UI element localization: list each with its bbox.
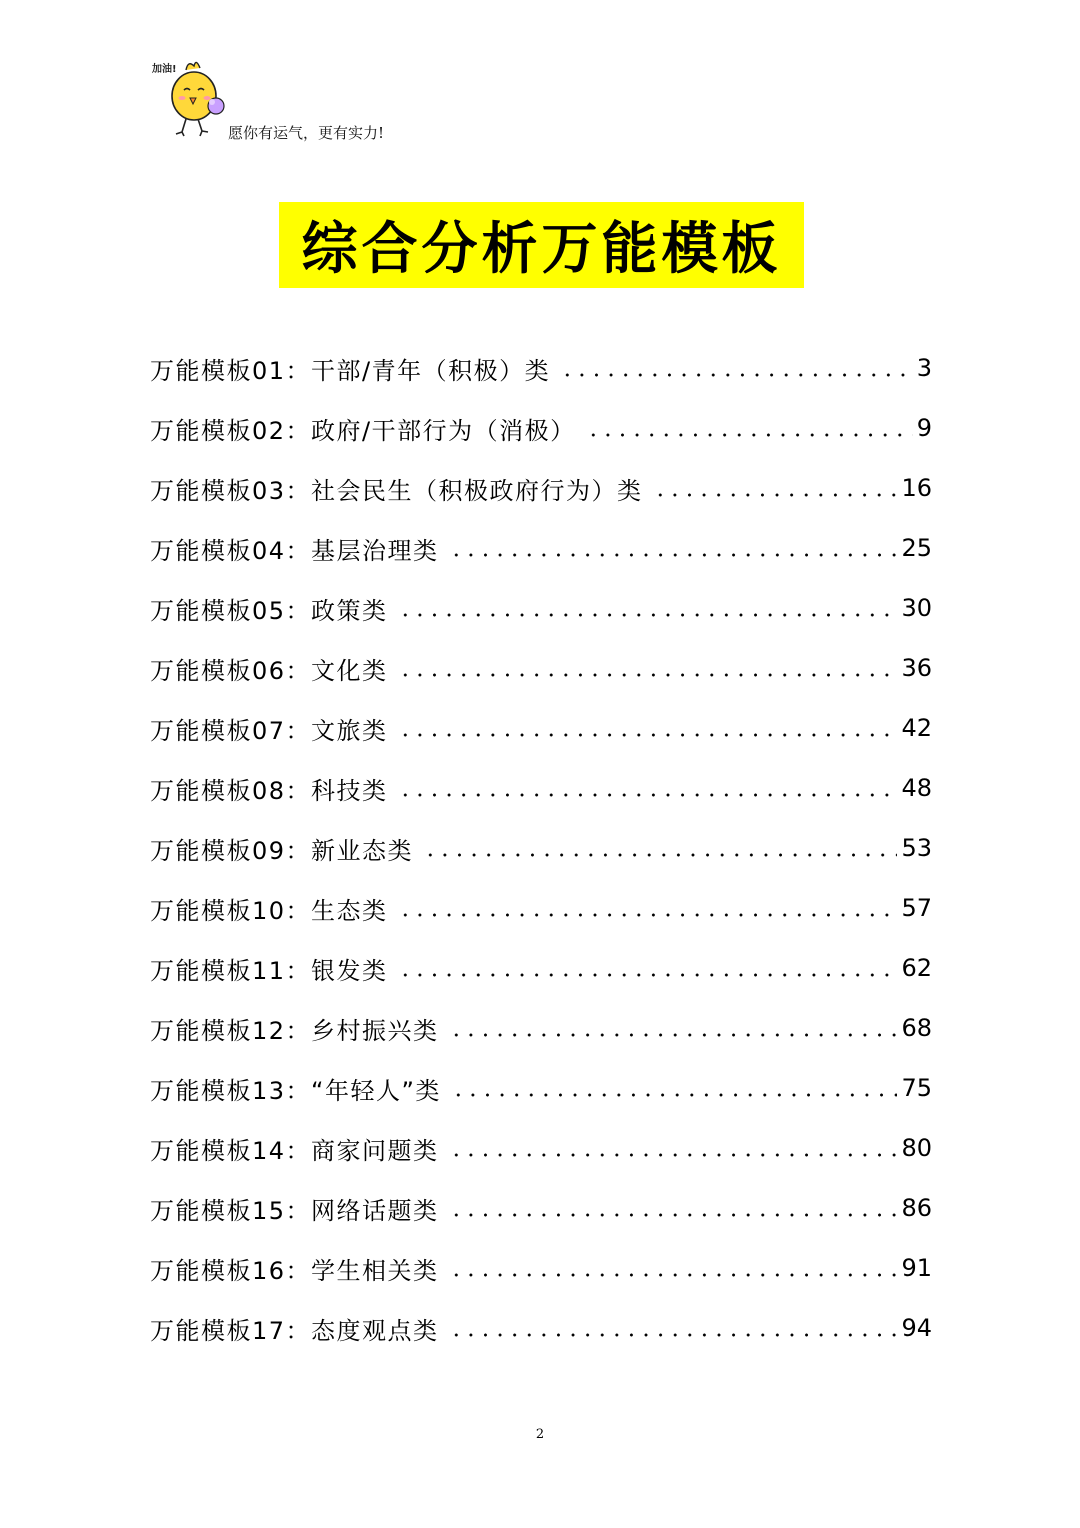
toc-entry-13[interactable] — [150, 1058, 932, 1118]
toc-entry-page: 36 — [901, 654, 932, 682]
toc-entry-08[interactable] — [150, 758, 932, 818]
toc-dot-leader — [586, 433, 913, 437]
toc-dot-leader — [398, 793, 898, 797]
toc-entry-page: 94 — [901, 1314, 932, 1342]
toc-entry-page: 48 — [901, 774, 932, 802]
page-header — [150, 56, 450, 156]
toc-entry-page: 91 — [901, 1254, 932, 1282]
toc-entry-page: 80 — [901, 1134, 932, 1162]
toc-entry-15[interactable] — [150, 1178, 932, 1238]
toc-entry-page: 16 — [901, 474, 932, 502]
header-motto: 愿你有运气，更有实力! — [228, 124, 385, 142]
toc-entry-label: 万能模板02： — [150, 416, 312, 445]
toc-entry-09[interactable] — [150, 818, 932, 878]
toc-dot-leader — [398, 973, 898, 977]
toc-dot-leader — [423, 853, 897, 857]
toc-entry-page: 86 — [901, 1194, 932, 1222]
toc-entry-03[interactable] — [150, 458, 932, 518]
toc-dot-leader — [398, 913, 898, 917]
toc-entry-title: 网络话题类 — [311, 1196, 439, 1225]
toc-entry-title: 态度观点类 — [311, 1316, 439, 1345]
table-of-contents — [150, 338, 932, 1358]
toc-entry-label: 万能模板05： — [150, 596, 312, 625]
document-title: 综合分析万能模板 — [301, 216, 782, 282]
toc-entry-label: 万能模板10： — [150, 896, 312, 925]
toc-entry-11[interactable] — [150, 938, 932, 998]
toc-entry-title: “年轻人”类 — [311, 1076, 441, 1105]
toc-entry-label: 万能模板01： — [150, 356, 312, 385]
toc-entry-page: 25 — [901, 534, 932, 562]
toc-entry-label: 万能模板13： — [150, 1076, 312, 1105]
toc-entry-label: 万能模板08： — [150, 776, 312, 805]
toc-entry-label: 万能模板14： — [150, 1136, 312, 1165]
toc-entry-title: 政策类 — [311, 596, 388, 625]
toc-dot-leader — [449, 1033, 898, 1037]
toc-entry-label: 万能模板09： — [150, 836, 312, 865]
toc-entry-title: 文化类 — [311, 656, 388, 685]
toc-entry-page: 42 — [901, 714, 932, 742]
toc-entry-16[interactable] — [150, 1238, 932, 1298]
document-title-highlight — [279, 202, 804, 288]
toc-entry-label: 万能模板11： — [150, 956, 312, 985]
toc-entry-title: 文旅类 — [311, 716, 388, 745]
toc-entry-title: 银发类 — [311, 956, 388, 985]
toc-entry-label: 万能模板03： — [150, 476, 312, 505]
toc-entry-06[interactable] — [150, 638, 932, 698]
toc-entry-07[interactable] — [150, 698, 932, 758]
toc-dot-leader — [398, 733, 898, 737]
toc-entry-page: 57 — [901, 894, 932, 922]
toc-entry-title: 商家问题类 — [311, 1136, 439, 1165]
toc-dot-leader — [398, 673, 898, 677]
mascot-badge-text: 加油! — [152, 64, 177, 75]
toc-entry-17[interactable] — [150, 1298, 932, 1358]
toc-entry-title: 基层治理类 — [311, 536, 439, 565]
toc-entry-title: 生态类 — [311, 896, 388, 925]
toc-entry-page: 53 — [901, 834, 932, 862]
toc-dot-leader — [449, 1213, 898, 1217]
toc-entry-05[interactable] — [150, 578, 932, 638]
toc-entry-page: 68 — [901, 1014, 932, 1042]
toc-dot-leader — [398, 613, 898, 617]
toc-entry-label: 万能模板15： — [150, 1196, 312, 1225]
toc-entry-12[interactable] — [150, 998, 932, 1058]
toc-dot-leader — [449, 1273, 898, 1277]
toc-entry-page: 9 — [916, 414, 932, 442]
toc-entry-label: 万能模板07： — [150, 716, 312, 745]
toc-entry-label: 万能模板06： — [150, 656, 312, 685]
toc-dot-leader — [449, 553, 898, 557]
toc-entry-label: 万能模板04： — [150, 536, 312, 565]
toc-entry-page: 75 — [901, 1074, 932, 1102]
toc-entry-04[interactable] — [150, 518, 932, 578]
toc-dot-leader — [653, 493, 898, 497]
chick-mascot-icon — [150, 56, 230, 140]
toc-entry-title: 干部/青年（积极）类 — [311, 356, 551, 385]
toc-entry-label: 万能模板16： — [150, 1256, 312, 1285]
toc-entry-label: 万能模板12： — [150, 1016, 312, 1045]
toc-entry-title: 乡村振兴类 — [311, 1016, 439, 1045]
toc-dot-leader — [451, 1093, 898, 1097]
toc-entry-page: 30 — [901, 594, 932, 622]
toc-entry-10[interactable] — [150, 878, 932, 938]
toc-dot-leader — [449, 1153, 898, 1157]
toc-dot-leader — [560, 373, 913, 377]
toc-dot-leader — [449, 1333, 898, 1337]
toc-entry-01[interactable] — [150, 338, 932, 398]
toc-entry-title: 科技类 — [311, 776, 388, 805]
toc-entry-title: 学生相关类 — [311, 1256, 439, 1285]
toc-entry-page: 3 — [916, 354, 932, 382]
page-number: 2 — [535, 1427, 545, 1442]
toc-entry-page: 62 — [901, 954, 932, 982]
toc-entry-title: 社会民生（积极政府行为）类 — [311, 476, 643, 505]
toc-entry-title: 政府/干部行为（消极） — [311, 416, 576, 445]
toc-entry-14[interactable] — [150, 1118, 932, 1178]
toc-entry-02[interactable] — [150, 398, 932, 458]
toc-entry-label: 万能模板17： — [150, 1316, 312, 1345]
toc-entry-title: 新业态类 — [311, 836, 414, 865]
